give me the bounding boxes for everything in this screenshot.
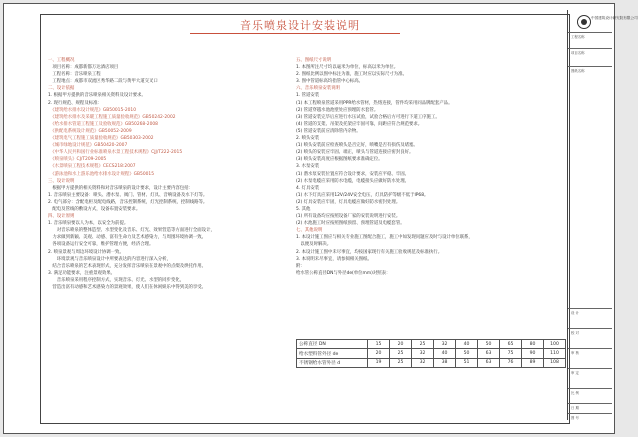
company-logo-icon [577, 15, 591, 29]
note-line: (1) 所有设备均应按照设备厂家的安装说明进行安装。 [296, 214, 401, 220]
title-block-label: 工程名称 [571, 35, 585, 39]
table-cell: 63 [478, 358, 500, 367]
note-line: 4. 灯具安装 [296, 185, 320, 191]
note-line: 《游泳池和水上游乐池给水排水设计规程》GB50015 [48, 171, 154, 177]
note-line: (4) 管道的支架、吊架及托架应牢固可靠，间距应符合规范要求。 [296, 121, 423, 127]
table-cell: 51 [456, 358, 478, 367]
note-line: (3) 管道安装完毕后应进行水压试验，试验合格后方可进行下道工序施工。 [296, 114, 440, 120]
note-line: (1) 水下灯具应采用12V/24V安全电压，灯具防护等级不低于IP68。 [296, 192, 429, 198]
note-line: 工程名称：音乐喷泉工程 [48, 72, 101, 78]
note-line: 营造出富有动感和艺术感染力的景观效果，使人们在休闲娱乐中得到美的享受。 [48, 285, 207, 290]
table-cell: 89 [522, 358, 544, 367]
note-line: 项目名称：成都新都万达酒店项目 [48, 65, 119, 71]
note-line: 1. 本图所注尺寸均以毫米为单位，标高以米为单位。 [296, 65, 399, 71]
note-line: (2) 喷头的安装应牢固、端正，喷头与管道连接应密封良好。 [296, 150, 414, 156]
note-line: (2) 管道穿越水池池壁处应预埋防水套管。 [296, 107, 379, 113]
table-cell: 15 [368, 340, 390, 349]
note-line: 《给水排水管道工程施工及验收规范》GB50268-2008 [48, 121, 158, 127]
right-notes-column [296, 57, 558, 277]
row-label: 给水塑料管外径 de [297, 349, 368, 358]
title-underline [190, 33, 400, 34]
note-line: 3. 水泵安装 [296, 164, 320, 170]
title-block-label: 审 定 [571, 371, 579, 375]
title-block-label: 项目名称 [571, 51, 585, 55]
note-line: 《建筑给水排水及采暖工程施工质量验收规范》GB50242-2002 [48, 114, 176, 120]
note-line: (1) 潜水泵安装位置应符合设计要求，安装应平稳、牢固。 [296, 171, 409, 177]
note-line: (2) 水泵电缆应采用防水电缆，电缆接头应做好防水处理。 [296, 178, 409, 184]
table-cell: 38 [434, 358, 456, 367]
title-block-divider [568, 48, 612, 49]
title-block-divider [568, 348, 612, 349]
note-line: 2. 图纸比例以图中标注为准，施工时应以实际尺寸为准。 [296, 72, 407, 78]
note-line: 5. 其他 [296, 206, 311, 212]
table-cell: 65 [500, 340, 522, 349]
title-block-divider [568, 368, 612, 369]
title-block-label: 比 例 [571, 391, 579, 395]
title-block-divider [568, 413, 612, 414]
table-cell: 110 [544, 349, 566, 358]
note-line: 根据甲方提供的相关资料和对音乐喷泉的设计要求，设计主要内容包括： [48, 185, 193, 191]
note-line: 2. 现行规范、规程及标准： [48, 100, 102, 106]
table-cell: 108 [544, 358, 566, 367]
title-block-label: 校 对 [571, 331, 579, 335]
title-block-label: 日 期 [571, 406, 579, 410]
table-cell: 100 [544, 340, 566, 349]
document-title: 音乐喷泉设计安装说明 [240, 19, 360, 32]
note-line: 3. 本说明未尽事宜，请参阅相关图纸。 [296, 256, 372, 262]
note-line: 力求做到新颖、美观、动感、富有生命力及艺术感染力，与周围环境协调一致。 [48, 235, 207, 241]
table-cell: 25 [412, 340, 434, 349]
note-line: (5) 管道安装前应清除管内杂物。 [296, 128, 361, 134]
table-cell: 75 [500, 349, 522, 358]
note-line: 2. 电气部分：含配电柜及配电线路，音乐控制系统，灯光控制系统，控制线路等。 [48, 199, 208, 205]
section-heading: 二、设计依据 [48, 86, 75, 92]
section-heading: 六、音乐喷泉安装说明 [296, 86, 340, 92]
section-heading: 五、图纸尺寸说明 [296, 58, 332, 63]
note-line: 各项设备运行安全可靠，维护管理方便，经济合理。 [48, 242, 154, 248]
table-cell: 50 [478, 340, 500, 349]
note-line: 环境景观与音乐喷泉设计中所要表达的内容进行深入分析， [48, 256, 171, 262]
table-cell: 80 [522, 340, 544, 349]
title-block-divider [568, 403, 612, 404]
note-line: 《供配电系统设计规范》GB50052-2009 [48, 128, 132, 134]
note-line: 以便及时解决。 [296, 242, 332, 248]
table-cell: 40 [456, 340, 478, 349]
row-label: 公称直径 DN [297, 340, 368, 349]
note-line: 《城市绿地设计规范》GB50420-2007 [48, 143, 128, 149]
title-block-label: 图纸名称 [571, 69, 585, 73]
note-line: 给水管公称直径DN与外径de(单位mm)对照表： [296, 270, 391, 276]
title-block-divider [568, 328, 612, 329]
note-line: 音乐喷泉采用程序控制方式，实现音乐、灯光、水型的同步变化， [48, 277, 185, 283]
title-block-label: 图 号 [571, 416, 579, 420]
table-cell: 32 [412, 349, 434, 358]
note-line: 1. 根据甲方提供的音乐喷泉相关资料及设计要求。 [48, 93, 146, 99]
table-cell: 25 [390, 349, 412, 358]
note-line: 《建筑电气工程施工质量验收规范》GB50303-2002 [48, 136, 154, 142]
title-block-label: 审 核 [571, 351, 579, 355]
note-line: 附： [296, 263, 305, 269]
note-line: (1) 本工程喷泉管道采用PPR给水管材，热熔连接，管件均采用同品牌配套产品。 [296, 100, 453, 106]
note-line: (1) 喷头安装前应检查喷头是否完好，喷嘴是否有损伤及堵塞。 [296, 143, 418, 149]
section-heading: 三、设计说明 [48, 178, 75, 184]
table-cell: 32 [412, 358, 434, 367]
table-cell: 50 [456, 349, 478, 358]
title-block-divider [568, 66, 612, 67]
note-line: 1. 音乐喷泉要以人为本，以安全为前提。 [48, 221, 129, 227]
table-cell: 20 [390, 340, 412, 349]
title-block-divider [568, 388, 612, 389]
table-cell: 20 [368, 349, 390, 358]
title-block-label: 设 计 [571, 311, 579, 315]
section-heading: 七、其他说明 [296, 228, 323, 234]
note-line: (2) 水池施工时应按照图纸预留、预埋管道及电缆套管。 [296, 221, 405, 227]
note-line: 结合音乐喷泉的艺术表现形式，充分发挥音乐喷泉在景观中的点缀及烘托作用。 [48, 263, 207, 269]
section-heading: 一、工程概况 [48, 58, 75, 63]
table-row [297, 340, 566, 349]
note-line: 2. 喷头安装 [296, 136, 320, 142]
note-line: 《建筑给水排水设计规范》GB50015-2010 [48, 107, 137, 113]
note-line: 2. 本设计施工图中未尽事宜，均按国家现行有关施工验收规范及标准执行。 [296, 249, 443, 255]
left-notes-column [48, 57, 288, 291]
table-cell: 19 [368, 358, 390, 367]
note-line: 工程地点：成都市双流区秀华路二段与黄甲大道交叉口 [48, 79, 158, 85]
title-block [567, 10, 638, 420]
title-block-divider [568, 32, 612, 33]
table-cell: 63 [478, 349, 500, 358]
note-line: (3) 喷头安装高度应根据图纸要求准确定位。 [296, 157, 383, 163]
note-line: 1. 管道安装 [296, 93, 320, 99]
note-line: 3. 满足功能要求，注重景观效果。 [48, 270, 116, 276]
section-heading: 四、设计原则 [48, 214, 75, 220]
note-line: 1. 音乐喷泉主要设备：喷头、潜水泵、阀门、管材、灯具、音响设备及水下灯等。 [48, 192, 208, 198]
note-line: 配电及管线的敷设方式，设备布置安装要求。 [48, 206, 141, 212]
note-line: 2. 喷泉景观与周边环境设计协调一致。 [48, 249, 124, 255]
title-block-divider [568, 308, 612, 309]
company-name: 中国建筑设计研究院有限公司 [591, 16, 638, 20]
note-line: 《水景喷泉工程技术规程》CECS218:2007 [48, 164, 136, 170]
pipe-diameter-table [296, 339, 566, 368]
note-line: (2) 灯具安装应牢固，灯具电缆应做好防水密封处理。 [296, 199, 401, 205]
table-cell: 40 [434, 349, 456, 358]
table-row [297, 349, 566, 358]
row-label: 不锈钢给水管外径 d [297, 358, 368, 367]
note-line: 1. 本设计施工图应与相关专业施工图配合施工，施工中如发现问题应及时与设计单位联系， [296, 235, 473, 241]
note-line: 3. 图中管道标高均指管中心标高。 [296, 79, 364, 85]
note-line: 对音乐喷泉的整体造型、水型变化及音乐、灯光、效果营造等方面进行全面设计， [48, 228, 215, 234]
table-cell: 90 [522, 349, 544, 358]
note-line: 《喷泉喷头》CJ/T209-2005 [48, 157, 107, 163]
table-cell: 76 [500, 358, 522, 367]
table-cell: 32 [434, 340, 456, 349]
note-line: 《中华人民共和国行业标准喷泉水景工程技术规程》CJJ/T222-2015 [48, 150, 183, 156]
table-row [297, 358, 566, 367]
table-cell: 25 [390, 358, 412, 367]
